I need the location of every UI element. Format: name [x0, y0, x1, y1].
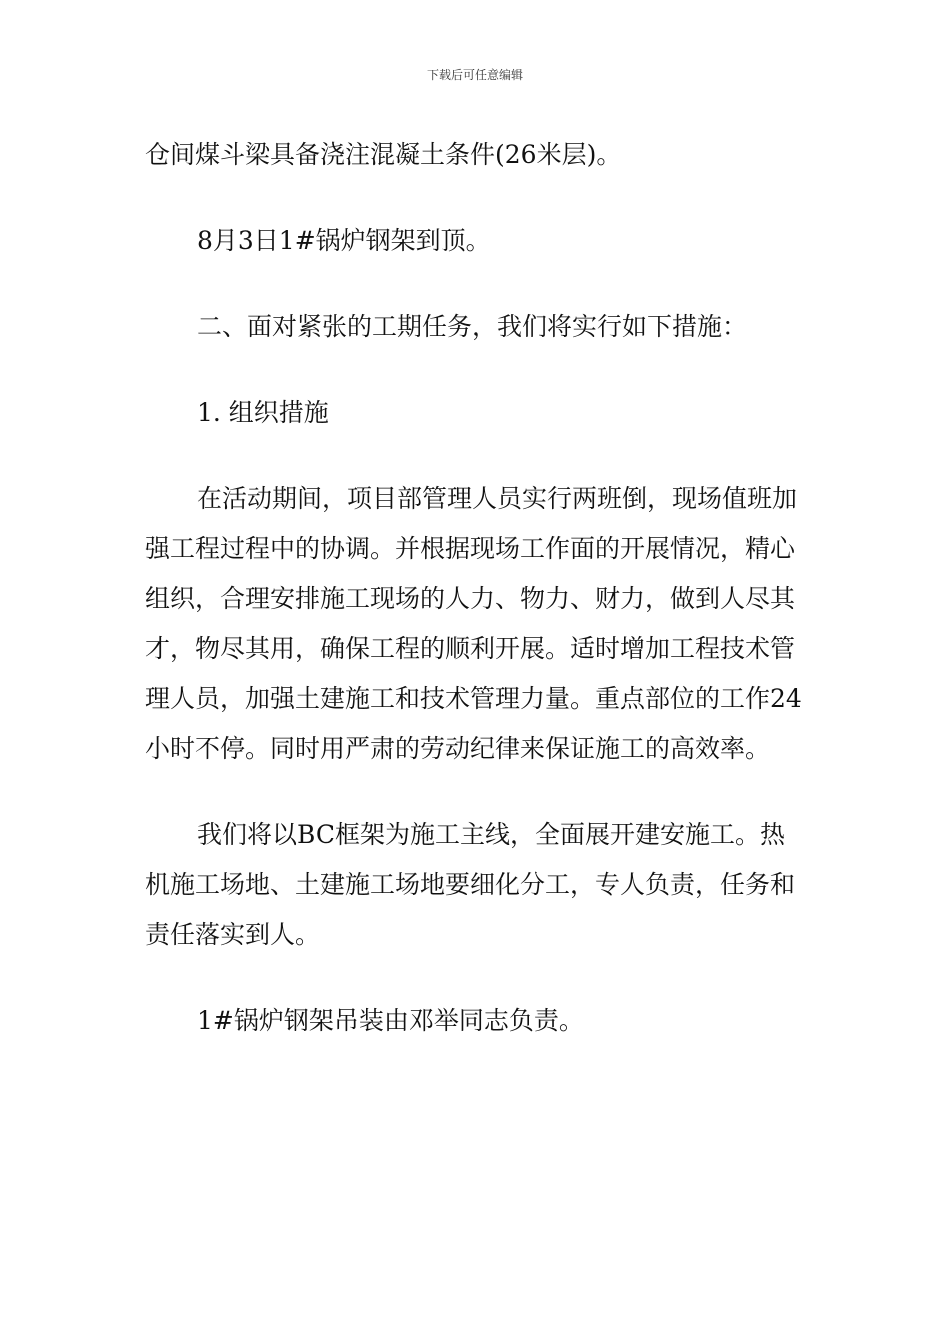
page-header-note: 下载后可任意编辑 — [426, 68, 523, 82]
paragraph-boiler-frame-top: 8月3日1#锅炉钢架到顶。 — [197, 226, 491, 255]
paragraph-bc-frame-mainline: 我们将以BC框架为施工主线，全面展开建安施工。热机施工场地、土建施工场地要细化分工，专人负责，任务和责任落实到人。 — [145, 820, 796, 949]
paragraph-boiler-hoisting-owner: 1#锅炉钢架吊装由邓举同志负责。 — [197, 1006, 584, 1035]
subheading-organization-measures: 1. 组织措施 — [197, 398, 329, 427]
paragraph-organization-details: 在活动期间，项目部管理人员实行两班倒，现场值班加强工程过程中的协调。并根据现场工作面的开展情况，精心组织，合理安排施工现场的人力、物力、财力，做到人尽其才，物尽其用，确保工程的顺利开展。适时增加工程技术管理人员，加强土建施工和技术管理力量。重点部位的工作24小时不停。同时用严肃的劳动纪律来保证施工的高效率。 — [145, 484, 802, 763]
document-body — [145, 130, 807, 1046]
paragraph-coal-hopper-beam: 仓间煤斗梁具备浇注混凝土条件(26米层)。 — [145, 140, 622, 169]
section-heading-measures: 二、面对紧张的工期任务，我们将实行如下措施： — [197, 312, 748, 341]
